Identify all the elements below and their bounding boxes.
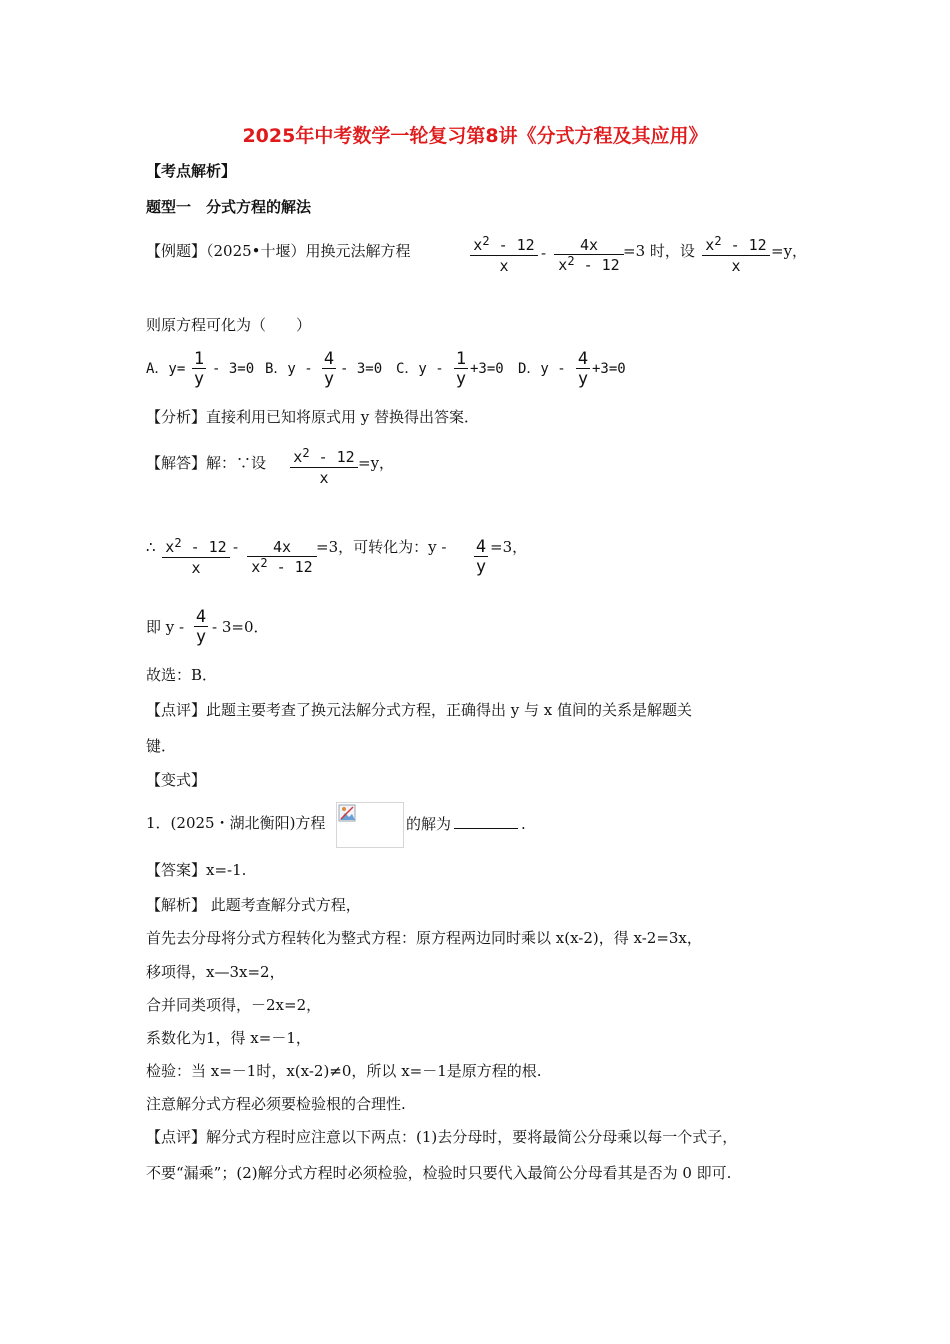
therefore-symbol: ∴	[146, 538, 156, 556]
equation-text: =y，	[771, 242, 808, 260]
frac-numerator: 4	[195, 607, 207, 627]
frac-num-base: x	[293, 448, 303, 466]
option-b-suffix: - 3=0	[340, 361, 383, 377]
frac-denominator: x	[731, 257, 741, 275]
variant-answer: 【答案】x=-1.	[146, 861, 247, 879]
solution-lead: 【解答】解：∵设	[146, 454, 267, 472]
option-c-suffix: +3=0	[470, 361, 504, 377]
choice-text: 故选：B．	[146, 666, 218, 684]
equation-text: =3 时，设	[623, 242, 695, 260]
document-title: 2025年中考数学一轮复习第8讲《分式方程及其应用》	[242, 125, 708, 147]
exponent: 2	[714, 234, 722, 248]
equation-text: =3，	[490, 538, 528, 556]
fraction-4x-over-x2-12	[554, 236, 624, 276]
question-text: 则原方程可化为（ ）	[146, 316, 312, 334]
analysis-text: 【分析】直接利用已知将原式用 y 替换得出答案．	[146, 408, 480, 426]
answer-blank	[454, 816, 518, 829]
variant-comment-line: 不要“漏乘”；(2)解分式方程时必须检验，检验时只要代入最简公分母看其是否为 0 即可.	[146, 1164, 732, 1182]
variant-explanation-lead: 【解析】 此题考查解分式方程，	[146, 896, 361, 914]
option-d-suffix: +3=0	[592, 361, 626, 377]
frac-numerator: 4	[577, 349, 589, 369]
fraction-x2-12-over-x	[290, 448, 358, 488]
exponent: 2	[302, 446, 310, 460]
variant-header: 【变式】	[146, 771, 207, 789]
frac-numerator: 4	[323, 349, 335, 369]
explanation-line: 注意解分式方程必须要检验根的合理性.	[146, 1095, 406, 1113]
frac-denominator: x	[191, 559, 201, 577]
frac-numerator: 1	[455, 349, 467, 369]
frac-num-base: x	[705, 236, 715, 254]
frac-num-base: x	[473, 236, 483, 254]
equation-text: =y，	[358, 454, 395, 472]
fraction-x2-12-over-x	[702, 236, 770, 276]
frac-numerator: 4x	[579, 236, 599, 254]
frac-num-rest: - 12	[489, 236, 535, 254]
frac-num-rest: - 12	[721, 236, 767, 254]
frac-denominator: y	[195, 627, 207, 647]
frac-numerator: 4x	[272, 538, 292, 556]
exponent: 2	[260, 556, 268, 570]
option-a-prefix: A．y=	[146, 361, 186, 377]
broken-image-icon	[336, 802, 404, 848]
option-c-fraction	[454, 350, 468, 389]
option-c-prefix: C．y -	[396, 361, 444, 377]
variant-comment-line: 【点评】解分式方程时应注意以下两点：(1)去分母时，要将最简公分母乘以每一个式子，	[146, 1128, 738, 1146]
frac-den-rest: - 12	[267, 558, 313, 576]
frac-denominator: x	[499, 257, 509, 275]
variant-question-text	[406, 816, 526, 832]
explanation-line: 检验：当 x=－1时，x(x-2)≠0，所以 x=－1是原方程的根.	[146, 1062, 542, 1080]
minus-sign: -	[541, 244, 547, 262]
frac-denominator: y	[577, 369, 589, 389]
explanation-line: 合并同类项得，－2x=2，	[146, 996, 322, 1014]
fraction-4-over-y	[474, 538, 488, 577]
exponent: 2	[482, 234, 490, 248]
option-b-prefix: B．y -	[265, 361, 313, 377]
option-b-fraction	[322, 350, 336, 389]
variant-question-prefix: 1．(2025・湖北衡阳)方程	[146, 814, 326, 832]
fraction-4-over-y	[194, 608, 208, 647]
explanation-line: 系数化为1，得 x=－1，	[146, 1029, 311, 1047]
frac-denominator: x	[319, 469, 329, 487]
frac-denominator: y	[475, 557, 487, 577]
option-d-prefix: D．y -	[518, 361, 566, 377]
equation-text: =3，可转化为：y -	[316, 538, 447, 556]
frac-denominator: y	[323, 369, 335, 389]
frac-den-rest: - 12	[574, 256, 620, 274]
variant-question-end: .	[521, 815, 526, 833]
step3-prefix: 即 y -	[146, 618, 185, 636]
fraction-x2-12-over-x	[470, 236, 538, 276]
comment-line: 【点评】此题主要考查了换元法解分式方程，正确得出 y 与 x 值间的关系是解题关	[146, 701, 693, 719]
frac-den-base: x	[558, 256, 568, 274]
frac-num-rest: - 12	[181, 538, 227, 556]
variant-question-suffix: 的解为	[406, 815, 452, 833]
explanation-line: 首先去分母将分式方程转化为整式方程：原方程两边同时乘以 x(x-2)，得 x-2=3x，	[146, 929, 702, 947]
frac-denominator: y	[193, 369, 205, 389]
comment-line: 键．	[146, 737, 177, 755]
fraction-4x-over-x2-12	[247, 538, 317, 578]
exponent: 2	[567, 254, 575, 268]
option-d-fraction	[576, 350, 590, 389]
frac-num-rest: - 12	[309, 448, 355, 466]
step3-suffix: - 3=0．	[212, 618, 269, 636]
option-a-suffix: - 3=0	[212, 361, 255, 377]
type-heading: 题型一 分式方程的解法	[146, 198, 312, 216]
section-header: 【考点解析】	[146, 162, 237, 180]
minus-sign: -	[233, 538, 239, 556]
explanation-line: 移项得，x—3x=2，	[146, 963, 285, 981]
frac-den-base: x	[251, 558, 261, 576]
exponent: 2	[174, 536, 182, 550]
frac-numerator: 4	[475, 537, 487, 557]
fraction-x2-12-over-x	[162, 538, 230, 578]
example-lead: 【例题】（2025•十堰）用换元法解方程	[146, 242, 411, 260]
frac-num-base: x	[165, 538, 175, 556]
frac-denominator: y	[455, 369, 467, 389]
frac-numerator: 1	[193, 349, 205, 369]
option-a-fraction	[192, 350, 206, 389]
